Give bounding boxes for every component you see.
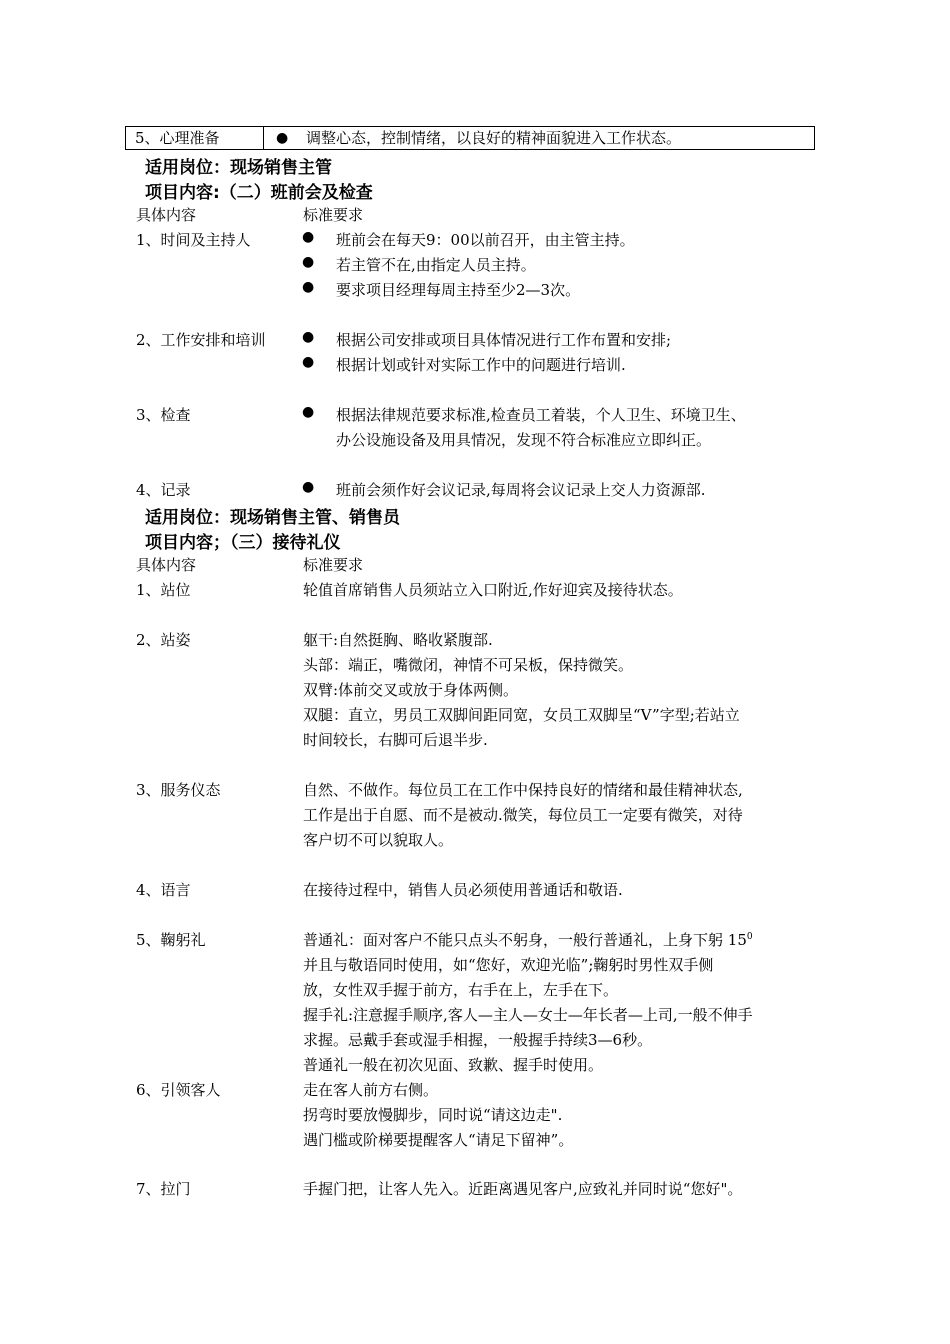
bullet-text: 要求项目经理每周主持至少2—3次。 bbox=[336, 281, 581, 299]
bullet-icon: ● bbox=[302, 354, 315, 370]
row-line: 握手礼:注意握手顺序,客人—主人—女士—年长者—上司,一般不伸手 bbox=[303, 1006, 753, 1024]
column-header-content: 具体内容 bbox=[136, 206, 197, 224]
row-label: 7、拉门 bbox=[136, 1180, 191, 1198]
row-line: 遇门槛或阶梯要提醒客人“请足下留神”。 bbox=[303, 1131, 574, 1149]
bullet-text: 办公设施设备及用具情况，发现不符合标准应立即纠正。 bbox=[336, 431, 712, 449]
column-header-standard: 标准要求 bbox=[303, 556, 364, 574]
degree-superscript: 0 bbox=[746, 932, 753, 942]
row-line: 普通礼一般在初次见面、致歉、握手时使用。 bbox=[303, 1056, 604, 1074]
bullet-text: 班前会须作好会议记录,每周将会议记录上交人力资源部. bbox=[336, 481, 706, 499]
row-label: 5、鞠躬礼 bbox=[136, 931, 206, 949]
row-line: 放，女性双手握于前方，右手在上，左手在下。 bbox=[303, 981, 619, 999]
row-line: 在接待过程中，销售人员必须使用普通话和敬语. bbox=[303, 881, 623, 899]
bullet-text: 班前会在每天9：00以前召开，由主管主持。 bbox=[336, 231, 635, 249]
row-line: 客户切不可以貌取人。 bbox=[303, 831, 454, 849]
row-content bbox=[264, 127, 814, 149]
bullet-text: 若主管不在,由指定人员主持。 bbox=[336, 256, 536, 274]
row-label: 4、语言 bbox=[136, 881, 191, 899]
section3-item-heading: 项目内容；（三）接待礼仪 bbox=[145, 533, 341, 553]
bullet-text: 根据法律规范要求标准,检查员工着装，个人卫生、环境卫生、 bbox=[336, 406, 746, 424]
row-label: 6、引领客人 bbox=[136, 1081, 221, 1099]
bullet-icon: ● bbox=[302, 279, 315, 295]
row-label: 1、站位 bbox=[136, 581, 191, 599]
row-label: 3、服务仪态 bbox=[136, 781, 221, 799]
row-label: 2、工作安排和培训 bbox=[136, 331, 266, 349]
bullet-icon: ● bbox=[302, 229, 315, 245]
row-line: 求握。忌戴手套或湿手相握，一般握手持续3—6秒。 bbox=[303, 1031, 653, 1049]
row-line: 拐弯时要放慢脚步，同时说“请这边走". bbox=[303, 1106, 563, 1124]
row-line: 头部：端正，嘴微闭，神情不可呆板，保持微笑。 bbox=[303, 656, 634, 674]
bullet-icon: ● bbox=[302, 254, 315, 270]
section2-post-heading: 适用岗位：现场销售主管 bbox=[145, 158, 332, 178]
section3-post-heading: 适用岗位：现场销售主管、销售员 bbox=[145, 508, 400, 528]
bullet-icon: ● bbox=[302, 329, 315, 345]
row-text: 调整心态，控制情绪，以良好的精神面貌进入工作状态。 bbox=[306, 129, 682, 147]
row-line: 自然、不做作。每位员工在工作中保持良好的情绪和最佳精神状态, bbox=[303, 781, 743, 799]
row-line bbox=[303, 929, 753, 950]
row-line: 双臂:体前交叉或放于身体两侧。 bbox=[303, 681, 519, 699]
row-line: 时间较长，右脚可后退半步. bbox=[303, 731, 488, 749]
row-line-text: 普通礼：面对客户不能只点头不躬身，一般行普通礼，上身下躬 15 bbox=[303, 931, 747, 949]
bullet-icon: ● bbox=[276, 130, 289, 146]
row-line: 并且与敬语同时使用，如“您好，欢迎光临”;鞠躬时男性双手侧 bbox=[303, 956, 714, 974]
row-label: 3、检查 bbox=[136, 406, 191, 424]
row-label: 2、站姿 bbox=[136, 631, 191, 649]
column-header-standard: 标准要求 bbox=[303, 206, 364, 224]
row-label: 5、心理准备 bbox=[126, 127, 264, 149]
column-header-content: 具体内容 bbox=[136, 556, 197, 574]
row-label: 4、记录 bbox=[136, 481, 191, 499]
row-line: 双腿：直立，男员工双脚间距同宽，女员工双脚呈“V”字型;若站立 bbox=[303, 706, 740, 724]
bullet-text: 根据计划或针对实际工作中的问题进行培训. bbox=[336, 356, 626, 374]
row-line: 工作是出于自愿、而不是被动.微笑，每位员工一定要有微笑，对待 bbox=[303, 806, 743, 824]
row-line: 走在客人前方右侧。 bbox=[303, 1081, 439, 1099]
psychological-prep-row bbox=[125, 126, 815, 150]
bullet-icon: ● bbox=[302, 479, 315, 495]
row-line: 手握门把，让客人先入。近距离遇见客户,应致礼并同时说“您好"。 bbox=[303, 1180, 743, 1198]
bullet-icon: ● bbox=[302, 404, 315, 420]
bullet-text: 根据公司安排或项目具体情况进行工作布置和安排; bbox=[336, 331, 672, 349]
row-line: 轮值首席销售人员须站立入口附近,作好迎宾及接待状态。 bbox=[303, 581, 683, 599]
row-label: 1、时间及主持人 bbox=[136, 231, 251, 249]
section2-item-heading: 项目内容:（二）班前会及检查 bbox=[145, 183, 373, 203]
row-line: 躯干:自然挺胸、略收紧腹部. bbox=[303, 631, 493, 649]
